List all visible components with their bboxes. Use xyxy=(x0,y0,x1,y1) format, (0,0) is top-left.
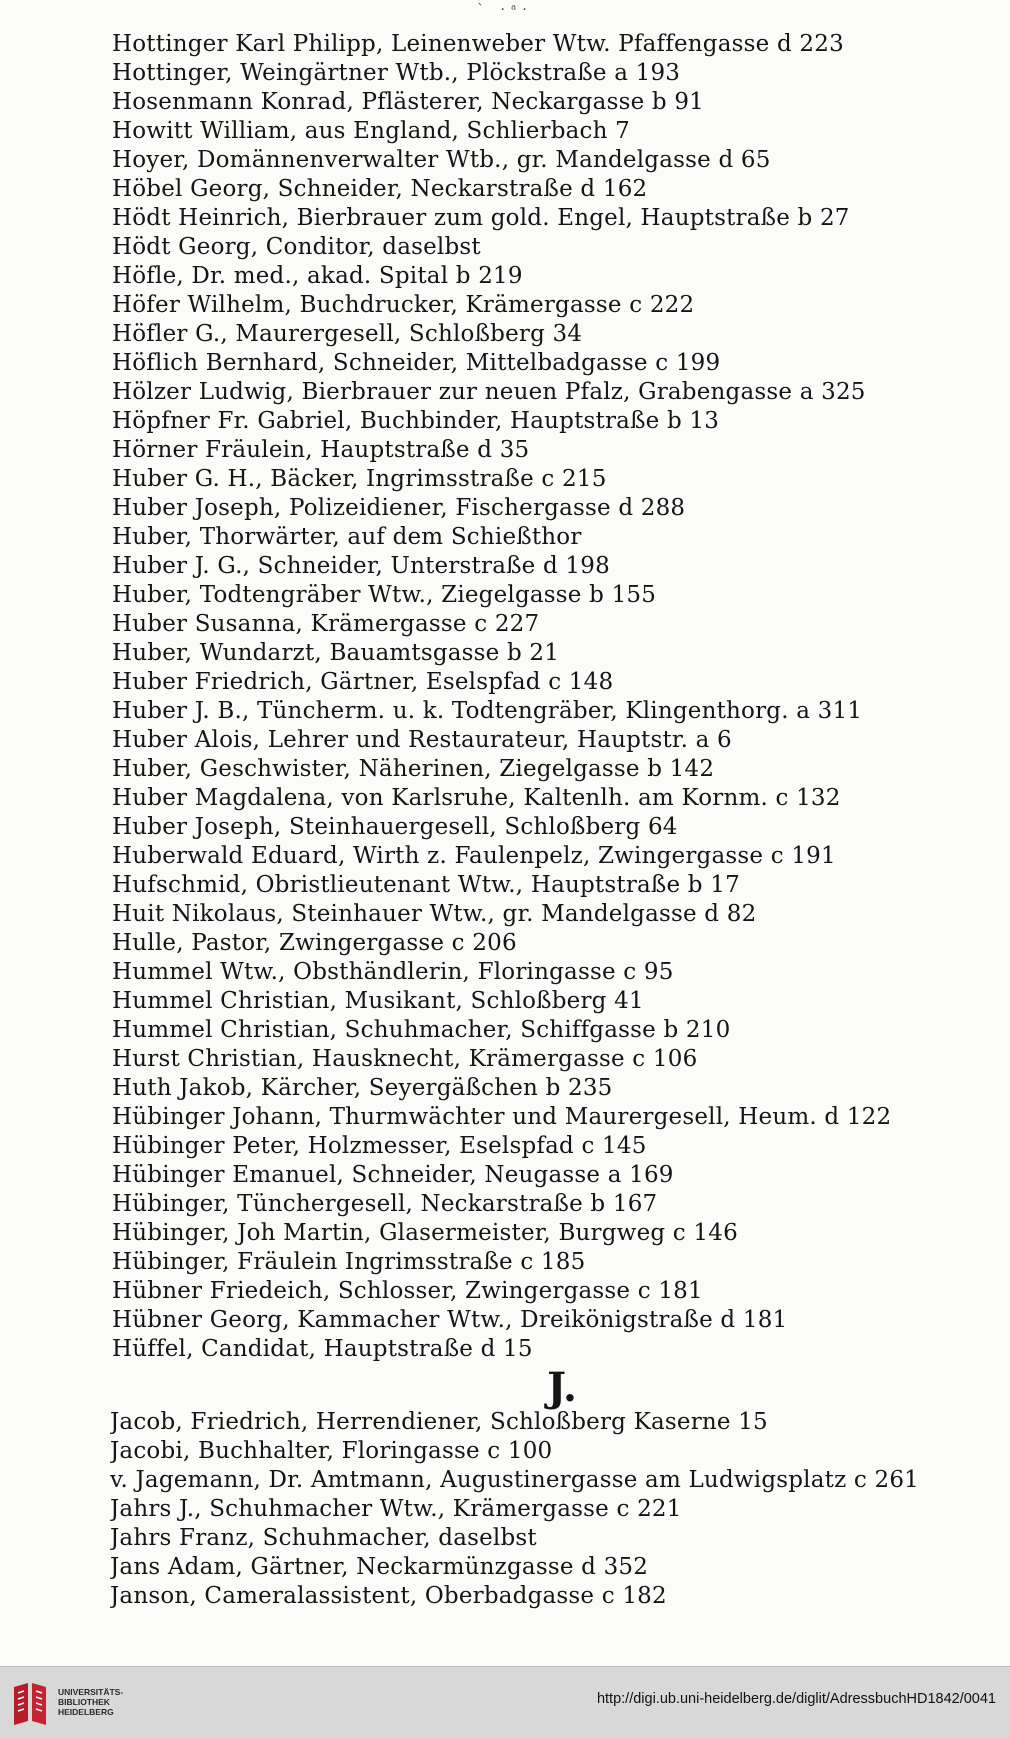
directory-entry: Hüffel, Candidat, Hauptstraße d 15 xyxy=(112,1336,533,1362)
directory-entry: Huber Joseph, Polizeidiener, Fischergasse d 288 xyxy=(112,495,686,521)
footer-bar xyxy=(0,1666,1010,1738)
library-name-line: UNIVERSITÄTS- xyxy=(58,1687,124,1697)
directory-entry: Hübinger, Tünchergesell, Neckarstraße b 167 xyxy=(112,1191,658,1217)
letter-heading: J. xyxy=(547,1364,577,1411)
directory-entry: Huber J. G., Schneider, Unterstraße d 198 xyxy=(112,553,610,579)
directory-entry: Hufschmid, Obristlieutenant Wtw., Hauptstraße b 17 xyxy=(112,872,740,898)
directory-entry: Hübinger Emanuel, Schneider, Neugasse a 169 xyxy=(112,1162,674,1188)
directory-entry: Jacobi, Buchhalter, Floringasse c 100 xyxy=(110,1438,553,1464)
directory-entry: Hübinger, Fräulein Ingrimsstraße c 185 xyxy=(112,1249,586,1275)
directory-entry: Huber, Wundarzt, Bauamtsgasse b 21 xyxy=(112,640,560,666)
directory-entry: v. Jagemann, Dr. Amtmann, Augustinergasse am Ludwigsplatz c 261 xyxy=(110,1467,919,1493)
directory-entry: Howitt William, aus England, Schlierbach 7 xyxy=(112,118,630,144)
directory-entry: Huth Jakob, Kärcher, Seyergäßchen b 235 xyxy=(112,1075,613,1101)
directory-entry: Hölzer Ludwig, Bierbrauer zur neuen Pfalz, Grabengasse a 325 xyxy=(112,379,866,405)
directory-entry: Jacob, Friedrich, Herrendiener, Schloßberg Kaserne 15 xyxy=(110,1409,768,1435)
directory-entry: Huber, Thorwärter, auf dem Schießthor xyxy=(112,524,582,550)
directory-entry: Hurst Christian, Hausknecht, Krämergasse c 106 xyxy=(112,1046,698,1072)
directory-entry: Huber G. H., Bäcker, Ingrimsstraße c 215 xyxy=(112,466,607,492)
directory-entry: Jahrs J., Schuhmacher Wtw., Krämergasse c 221 xyxy=(110,1496,682,1522)
directory-entry: Hummel Wtw., Obsthändlerin, Floringasse c 95 xyxy=(112,959,674,985)
directory-entry: Hödt Georg, Conditor, daselbst xyxy=(112,234,481,260)
directory-entry: Huber, Geschwister, Näherinen, Ziegelgasse b 142 xyxy=(112,756,715,782)
directory-entry: Huber, Todtengräber Wtw., Ziegelgasse b 155 xyxy=(112,582,657,608)
directory-entry: Huberwald Eduard, Wirth z. Faulenpelz, Zwingergasse c 191 xyxy=(112,843,836,869)
directory-entry: Hörner Fräulein, Hauptstraße d 35 xyxy=(112,437,530,463)
directory-entry: Hulle, Pastor, Zwingergasse c 206 xyxy=(112,930,517,956)
directory-entry: Huit Nikolaus, Steinhauer Wtw., gr. Mandelgasse d 82 xyxy=(112,901,757,927)
directory-entry: Hübinger Peter, Holzmesser, Eselspfad c 145 xyxy=(112,1133,647,1159)
directory-entry: Hübner Friedeich, Schlosser, Zwingergasse c 181 xyxy=(112,1278,703,1304)
library-name-line: BIBLIOTHEK xyxy=(58,1697,110,1707)
directory-entry: Hottinger, Weingärtner Wtb., Plöckstraße a 193 xyxy=(112,60,681,86)
directory-entry: Hübinger Johann, Thurmwächter und Maurergesell, Heum. d 122 xyxy=(112,1104,892,1130)
entries-j-list xyxy=(112,1408,992,1611)
directory-entry: Hummel Christian, Musikant, Schloßberg 41 xyxy=(112,988,644,1014)
university-library-logo-icon xyxy=(10,1681,50,1727)
directory-entry: Hosenmann Konrad, Pflästerer, Neckargasse b 91 xyxy=(112,89,705,115)
directory-entry: Höflich Bernhard, Schneider, Mittelbadgasse c 199 xyxy=(112,350,721,376)
library-name xyxy=(58,1687,138,1717)
directory-entry: Huber Joseph, Steinhauergesell, Schloßberg 64 xyxy=(112,814,678,840)
directory-entry: Huber J. B., Tüncherm. u. k. Todtengräber, Klingenthorg. a 311 xyxy=(112,698,863,724)
directory-entry: Höfler G., Maurergesell, Schloßberg 34 xyxy=(112,321,583,347)
directory-entry: Höfle, Dr. med., akad. Spital b 219 xyxy=(112,263,523,289)
directory-entry: Janson, Cameralassistent, Oberbadgasse c 182 xyxy=(110,1583,667,1609)
library-name-line: HEIDELBERG xyxy=(58,1707,114,1717)
directory-entry: Hottinger Karl Philipp, Leinenweber Wtw. Pfaffengasse d 223 xyxy=(112,31,844,57)
page-mark: ˋ ·ᵃ· xyxy=(477,2,533,18)
directory-entry: Höpfner Fr. Gabriel, Buchbinder, Hauptstraße b 13 xyxy=(112,408,720,434)
directory-entry: Hödt Heinrich, Bierbrauer zum gold. Engel, Hauptstraße b 27 xyxy=(112,205,850,231)
directory-entry: Huber Alois, Lehrer und Restaurateur, Hauptstr. a 6 xyxy=(112,727,732,753)
directory-entry: Jahrs Franz, Schuhmacher, daselbst xyxy=(110,1525,537,1551)
directory-entry: Huber Magdalena, von Karlsruhe, Kaltenlh. am Kornm. c 132 xyxy=(112,785,841,811)
directory-entry: Hoyer, Domännenverwalter Wtb., gr. Mandelgasse d 65 xyxy=(112,147,771,173)
directory-entry: Huber Susanna, Krämergasse c 227 xyxy=(112,611,540,637)
directory-entry: Hübinger, Joh Martin, Glasermeister, Burgweg c 146 xyxy=(112,1220,738,1246)
directory-entry: Höbel Georg, Schneider, Neckarstraße d 162 xyxy=(112,176,648,202)
directory-entries xyxy=(112,30,992,1611)
directory-entry: Hübner Georg, Kammacher Wtw., Dreikönigstraße d 181 xyxy=(112,1307,788,1333)
directory-entry: Jans Adam, Gärtner, Neckarmünzgasse d 352 xyxy=(110,1554,649,1580)
directory-entry: Höfer Wilhelm, Buchdrucker, Krämergasse c 222 xyxy=(112,292,695,318)
directory-entry: Hummel Christian, Schuhmacher, Schiffgasse b 210 xyxy=(112,1017,731,1043)
entries-h-list xyxy=(112,30,992,1364)
directory-entry: Huber Friedrich, Gärtner, Eselspfad c 148 xyxy=(112,669,614,695)
source-url[interactable]: http://digi.ub.uni-heidelberg.de/diglit/AdressbuchHD1842/0041 xyxy=(596,1691,996,1707)
